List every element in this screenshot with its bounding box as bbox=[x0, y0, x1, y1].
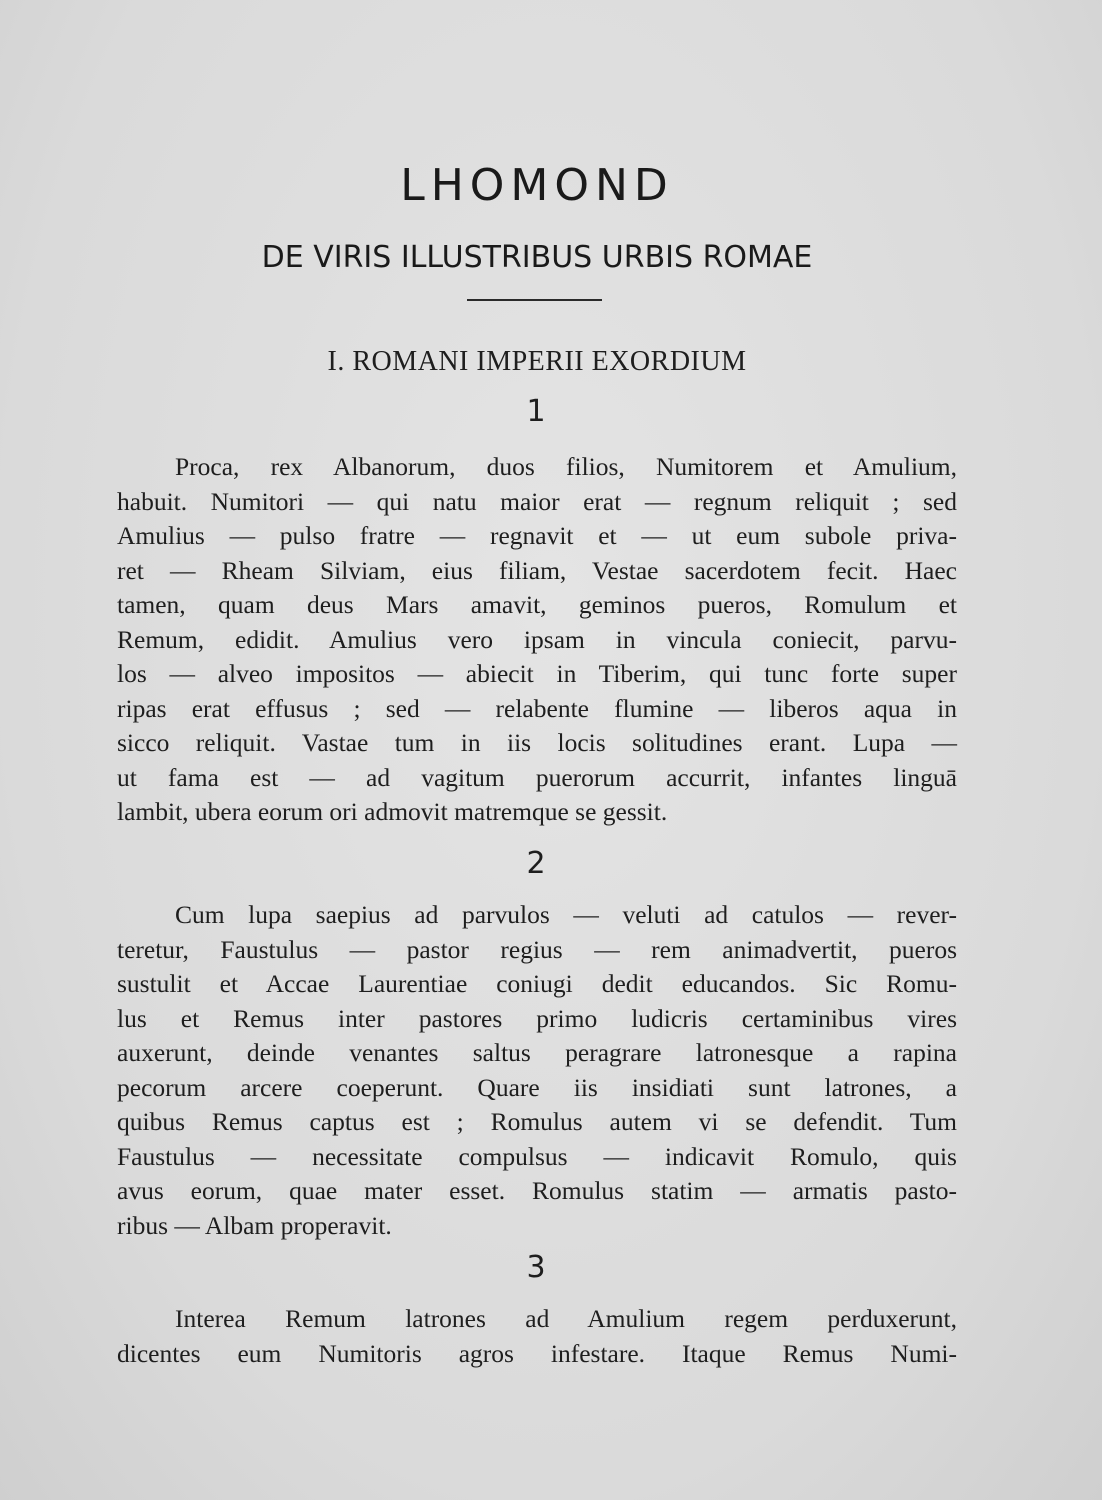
text-line: Amulius — pulso fratre — regnavit et — ut eum subole priva- bbox=[117, 521, 957, 550]
section-number-3: 3 bbox=[526, 1250, 546, 1285]
text-line: Interea Remum latrones ad Amulium regem perduxerunt, bbox=[175, 1304, 957, 1333]
text-line: ut fama est — ad vagitum puerorum accurrit, infantes linguā bbox=[117, 762, 957, 792]
text-line: tamen, quam deus Mars amavit, geminos pueros, Romulum et bbox=[117, 590, 957, 619]
book-title: DE VIRIS ILLUSTRIBUS URBIS ROMAE bbox=[261, 240, 813, 275]
text-line: auxerunt, deinde venantes saltus peragrare latronesque a rapina bbox=[117, 1038, 957, 1067]
text-line: lambit, ubera eorum ori admovit matremque se gessit. bbox=[117, 797, 668, 826]
text-line: Cum lupa saepius ad parvulos — veluti ad catulos — rever- bbox=[175, 900, 957, 929]
text-line: Faustulus — necessitate compulsus — indicavit Romulo, quis bbox=[117, 1141, 957, 1171]
section-number-2: 2 bbox=[526, 846, 546, 881]
text-line: ripas erat effusus ; sed — relabente flumine — liberos aqua in bbox=[117, 693, 957, 723]
author-name: LHOMOND bbox=[400, 160, 674, 211]
chapter-heading: I. ROMANI IMPERII EXORDIUM bbox=[327, 346, 747, 377]
text-line: teretur, Faustulus — pastor regius — rem animadvertit, pueros bbox=[117, 934, 957, 964]
text-line: quibus Remus captus est ; Romulus autem vi se defendit. Tum bbox=[117, 1107, 957, 1136]
section-number-1: 1 bbox=[526, 394, 546, 429]
text-line: avus eorum, quae mater esset. Romulus statim — armatis pasto- bbox=[117, 1176, 957, 1205]
text-line: habuit. Numitori — qui natu maior erat — regnum reliquit ; sed bbox=[117, 486, 957, 516]
paragraph-3 bbox=[117, 1302, 957, 1371]
paragraph-1 bbox=[117, 450, 957, 830]
text-line: Proca, rex Albanorum, duos filios, Numitorem et Amulium, bbox=[175, 452, 957, 481]
text-line: dicentes eum Numitoris agros infestare. Itaque Remus Numi- bbox=[117, 1338, 957, 1368]
text-line: lus et Remus inter pastores primo ludicris certaminibus vires bbox=[117, 1003, 957, 1033]
text-line: ret — Rheam Silviam, eius filiam, Vestae sacerdotem fecit. Haec bbox=[117, 555, 957, 585]
text-line: sustulit et Accae Laurentiae coniugi dedit educandos. Sic Romu- bbox=[117, 969, 957, 998]
title-divider bbox=[467, 299, 602, 301]
text-line: pecorum arcere coeperunt. Quare iis insidiati sunt latrones, a bbox=[117, 1072, 957, 1102]
text-line: Remum, edidit. Amulius vero ipsam in vincula coniecit, parvu- bbox=[117, 624, 957, 654]
text-line: sicco reliquit. Vastae tum in iis locis solitudines erant. Lupa — bbox=[117, 728, 957, 757]
text-line: ribus — Albam properavit. bbox=[117, 1210, 392, 1240]
text-line: los — alveo impositos — abiecit in Tiberim, qui tunc forte super bbox=[117, 659, 957, 688]
paragraph-2 bbox=[117, 898, 957, 1243]
